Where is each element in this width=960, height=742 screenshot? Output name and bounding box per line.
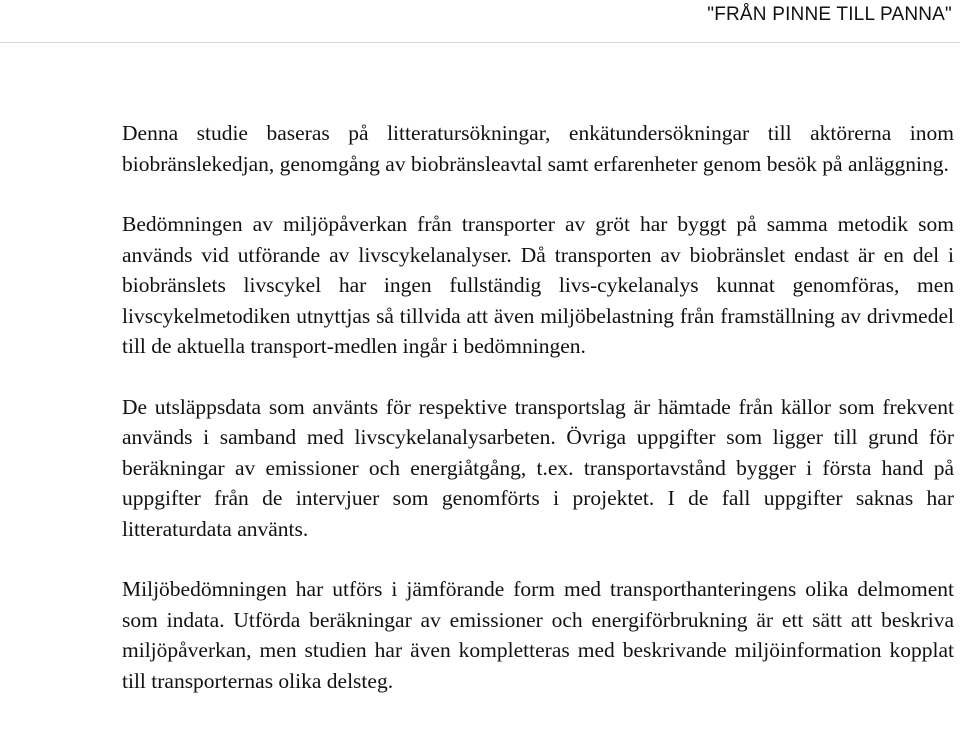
paragraph-assessment-method: Bedömningen av miljöpåverkan från transporter av gröt har byggt på samma metodik som används vid utförande av livscykelanalyser. Då transporten av biobränslet endast är en del i biobränslets livscykel har ingen fullständig livs-cykelanalys kunnat genomföras, men livscykelmetodiken utnyttjas så tillvida att även miljöbelastning från framställning av drivmedel till de aktuella transport-medlen ingår i bedömningen. (122, 212, 954, 358)
running-header: "FRÅN PINNE TILL PANNA" (707, 4, 952, 25)
header-divider (0, 42, 960, 43)
paragraph-emission-data: De utsläppsdata som använts för respektive transportslag är hämtade från källor som frekvent används i samband med livscykelanalysarbeten. Övriga uppgifter som ligger till grund för beräkningar av emissioner och energiåtgång, t.ex. transportavstånd bygger i första hand på uppgifter från de intervjuer som genomförts i projektet. I de fall uppgifter saknas har litteraturdata använts. (122, 394, 954, 541)
paragraph-environmental-assessment: Miljöbedömningen har utförs i jämförande form med transporthanteringens olika delmoment som indata. Utförda beräkningar av emissioner och energiförbrukning är ett sätt att beskriva miljöpåverkan, men studien har även kompletteras med beskrivande miljöinformation kopplat till transporternas olika delsteg. (122, 577, 954, 693)
body-text (122, 118, 954, 726)
paragraph-study-basis: Denna studie baseras på litteratursökningar, enkätundersökningar till aktörerna inom biobränslekedjan, genomgång av biobränsleavtal samt erfarenheter genom besök på anläggning. (122, 121, 954, 176)
